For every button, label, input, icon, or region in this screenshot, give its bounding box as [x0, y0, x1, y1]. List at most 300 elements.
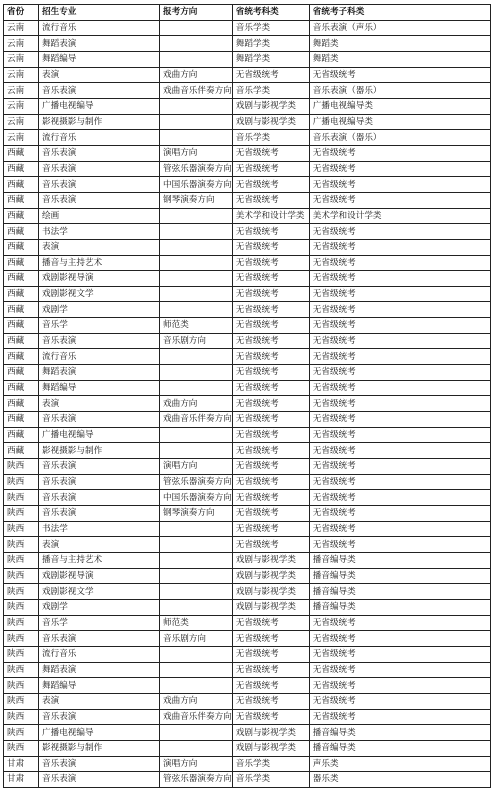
province-cell: 西藏	[4, 443, 39, 459]
direction-cell: 钢琴演奏方向	[160, 506, 233, 522]
major-cell: 表演	[39, 396, 160, 412]
province-cell: 陕西	[4, 474, 39, 490]
table-row	[4, 145, 491, 161]
header-row	[4, 5, 491, 21]
direction-cell: 演唱方向	[160, 145, 233, 161]
table-row	[4, 740, 491, 756]
direction-cell: 管弦乐器演奏方向	[160, 772, 233, 788]
exam-subcategory-cell: 播音编导类	[309, 568, 490, 584]
exam-subcategory-cell: 无省级统考	[309, 255, 490, 271]
table-row	[4, 646, 491, 662]
major-cell: 舞蹈编导	[39, 380, 160, 396]
major-cell: 音乐表演	[39, 177, 160, 193]
exam-subcategory-cell: 声乐类	[309, 756, 490, 772]
exam-category-cell: 无省级统考	[232, 443, 309, 459]
province-cell: 西藏	[4, 396, 39, 412]
major-cell: 音乐表演	[39, 459, 160, 475]
exam-category-cell: 无省级统考	[232, 177, 309, 193]
direction-cell	[160, 114, 233, 130]
exam-category-cell: 无省级统考	[232, 678, 309, 694]
direction-cell	[160, 208, 233, 224]
major-cell: 音乐表演	[39, 145, 160, 161]
direction-cell: 演唱方向	[160, 756, 233, 772]
major-cell: 广播电视编导	[39, 98, 160, 114]
direction-cell	[160, 725, 233, 741]
exam-subcategory-cell: 美术学和设计学类	[309, 208, 490, 224]
direction-cell	[160, 443, 233, 459]
exam-category-cell: 无省级统考	[232, 239, 309, 255]
province-cell: 陕西	[4, 552, 39, 568]
exam-category-cell: 音乐学类	[232, 130, 309, 146]
table-row	[4, 552, 491, 568]
exam-subcategory-cell: 舞蹈类	[309, 36, 490, 52]
province-cell: 甘肃	[4, 756, 39, 772]
direction-cell	[160, 599, 233, 615]
exam-subcategory-cell: 舞蹈类	[309, 51, 490, 67]
table-row	[4, 318, 491, 334]
direction-cell: 戏曲方向	[160, 693, 233, 709]
exam-subcategory-cell: 无省级统考	[309, 333, 490, 349]
province-cell: 陕西	[4, 537, 39, 553]
major-cell: 音乐表演	[39, 772, 160, 788]
table-row	[4, 506, 491, 522]
exam-category-cell: 音乐学类	[232, 20, 309, 36]
major-cell: 戏剧影视文学	[39, 286, 160, 302]
province-cell: 西藏	[4, 271, 39, 287]
major-cell: 流行音乐	[39, 20, 160, 36]
table-row	[4, 349, 491, 365]
major-cell: 音乐表演	[39, 490, 160, 506]
exam-category-cell: 无省级统考	[232, 224, 309, 240]
major-cell: 戏剧影视导演	[39, 271, 160, 287]
table-row	[4, 568, 491, 584]
direction-cell	[160, 302, 233, 318]
table-row	[4, 83, 491, 99]
province-cell: 西藏	[4, 208, 39, 224]
table-row	[4, 584, 491, 600]
direction-cell: 演唱方向	[160, 459, 233, 475]
exam-subcategory-cell: 无省级统考	[309, 709, 490, 725]
exam-category-cell: 无省级统考	[232, 490, 309, 506]
exam-category-cell: 无省级统考	[232, 396, 309, 412]
table-row	[4, 756, 491, 772]
major-cell: 广播电视编导	[39, 725, 160, 741]
province-cell: 云南	[4, 51, 39, 67]
table-row	[4, 380, 491, 396]
province-cell: 云南	[4, 20, 39, 36]
table-row	[4, 396, 491, 412]
province-cell: 陕西	[4, 631, 39, 647]
major-cell: 舞蹈编导	[39, 51, 160, 67]
enrollment-table	[3, 4, 491, 788]
exam-subcategory-cell: 无省级统考	[309, 474, 490, 490]
major-cell: 戏剧影视导演	[39, 568, 160, 584]
exam-category-cell: 无省级统考	[232, 412, 309, 428]
table-body	[4, 20, 491, 787]
table-row	[4, 161, 491, 177]
exam-subcategory-cell: 无省级统考	[309, 615, 490, 631]
province-cell: 陕西	[4, 740, 39, 756]
exam-category-cell: 戏剧与影视学类	[232, 584, 309, 600]
table-row	[4, 239, 491, 255]
exam-subcategory-cell: 播音编导类	[309, 740, 490, 756]
exam-subcategory-cell: 无省级统考	[309, 537, 490, 553]
exam-subcategory-cell: 无省级统考	[309, 365, 490, 381]
major-cell: 表演	[39, 693, 160, 709]
exam-subcategory-cell: 无省级统考	[309, 443, 490, 459]
table-row	[4, 271, 491, 287]
exam-subcategory-cell: 无省级统考	[309, 271, 490, 287]
province-cell: 云南	[4, 98, 39, 114]
exam-category-cell: 无省级统考	[232, 67, 309, 83]
major-cell: 音乐表演	[39, 192, 160, 208]
table-row	[4, 51, 491, 67]
exam-category-cell: 无省级统考	[232, 474, 309, 490]
direction-cell: 戏曲音乐伴奏方向	[160, 709, 233, 725]
major-cell: 影视摄影与制作	[39, 443, 160, 459]
major-cell: 表演	[39, 537, 160, 553]
major-cell: 书法学	[39, 224, 160, 240]
table-row	[4, 302, 491, 318]
province-cell: 陕西	[4, 459, 39, 475]
major-cell: 影视摄影与制作	[39, 114, 160, 130]
major-cell: 舞蹈表演	[39, 36, 160, 52]
exam-category-cell: 戏剧与影视学类	[232, 740, 309, 756]
direction-cell: 师范类	[160, 615, 233, 631]
table-row	[4, 709, 491, 725]
exam-category-cell: 无省级统考	[232, 459, 309, 475]
province-cell: 陕西	[4, 709, 39, 725]
major-cell: 音乐表演	[39, 709, 160, 725]
exam-category-cell: 无省级统考	[232, 646, 309, 662]
exam-category-cell: 无省级统考	[232, 302, 309, 318]
table-row	[4, 412, 491, 428]
major-cell: 书法学	[39, 521, 160, 537]
exam-category-cell: 戏剧与影视学类	[232, 552, 309, 568]
province-cell: 西藏	[4, 145, 39, 161]
exam-category-cell: 戏剧与影视学类	[232, 599, 309, 615]
exam-category-cell: 戏剧与影视学类	[232, 98, 309, 114]
exam-category-cell: 无省级统考	[232, 145, 309, 161]
exam-subcategory-cell: 无省级统考	[309, 349, 490, 365]
table-row	[4, 20, 491, 36]
major-cell: 音乐表演	[39, 333, 160, 349]
table-row	[4, 177, 491, 193]
exam-subcategory-cell: 音乐表演（器乐）	[309, 83, 490, 99]
province-cell: 西藏	[4, 380, 39, 396]
direction-cell	[160, 20, 233, 36]
province-cell: 西藏	[4, 239, 39, 255]
exam-category-cell: 无省级统考	[232, 318, 309, 334]
exam-subcategory-cell: 音乐表演（声乐）	[309, 20, 490, 36]
direction-cell: 音乐剧方向	[160, 631, 233, 647]
direction-cell	[160, 662, 233, 678]
major-cell: 舞蹈表演	[39, 662, 160, 678]
exam-subcategory-cell: 无省级统考	[309, 161, 490, 177]
direction-cell	[160, 521, 233, 537]
table-row	[4, 443, 491, 459]
header-direction: 报考方向	[160, 5, 233, 21]
exam-category-cell: 无省级统考	[232, 380, 309, 396]
exam-subcategory-cell: 广播电视编导类	[309, 98, 490, 114]
major-cell: 音乐表演	[39, 161, 160, 177]
exam-category-cell: 无省级统考	[232, 271, 309, 287]
exam-category-cell: 舞蹈学类	[232, 51, 309, 67]
exam-category-cell: 无省级统考	[232, 192, 309, 208]
direction-cell	[160, 427, 233, 443]
direction-cell	[160, 584, 233, 600]
exam-subcategory-cell: 无省级统考	[309, 318, 490, 334]
header-province: 省份	[4, 5, 39, 21]
major-cell: 音乐学	[39, 615, 160, 631]
province-cell: 西藏	[4, 302, 39, 318]
table-row	[4, 427, 491, 443]
exam-subcategory-cell: 无省级统考	[309, 286, 490, 302]
major-cell: 绘画	[39, 208, 160, 224]
province-cell: 西藏	[4, 412, 39, 428]
direction-cell	[160, 568, 233, 584]
province-cell: 云南	[4, 36, 39, 52]
major-cell: 戏剧学	[39, 599, 160, 615]
exam-subcategory-cell: 无省级统考	[309, 427, 490, 443]
exam-subcategory-cell: 无省级统考	[309, 506, 490, 522]
exam-subcategory-cell: 无省级统考	[309, 678, 490, 694]
exam-category-cell: 无省级统考	[232, 615, 309, 631]
table-row	[4, 537, 491, 553]
table-row	[4, 662, 491, 678]
table-row	[4, 615, 491, 631]
exam-subcategory-cell: 无省级统考	[309, 662, 490, 678]
direction-cell	[160, 224, 233, 240]
exam-category-cell: 音乐学类	[232, 772, 309, 788]
major-cell: 广播电视编导	[39, 427, 160, 443]
exam-category-cell: 美术学和设计学类	[232, 208, 309, 224]
exam-subcategory-cell: 器乐类	[309, 772, 490, 788]
exam-category-cell: 无省级统考	[232, 365, 309, 381]
major-cell: 音乐表演	[39, 83, 160, 99]
province-cell: 云南	[4, 130, 39, 146]
major-cell: 影视摄影与制作	[39, 740, 160, 756]
exam-subcategory-cell: 无省级统考	[309, 224, 490, 240]
exam-category-cell: 戏剧与影视学类	[232, 568, 309, 584]
table-row	[4, 490, 491, 506]
exam-subcategory-cell: 无省级统考	[309, 177, 490, 193]
exam-subcategory-cell: 无省级统考	[309, 490, 490, 506]
exam-category-cell: 无省级统考	[232, 631, 309, 647]
major-cell: 流行音乐	[39, 646, 160, 662]
province-cell: 陕西	[4, 584, 39, 600]
province-cell: 陕西	[4, 568, 39, 584]
exam-subcategory-cell: 无省级统考	[309, 412, 490, 428]
exam-subcategory-cell: 无省级统考	[309, 396, 490, 412]
province-cell: 陕西	[4, 662, 39, 678]
major-cell: 音乐表演	[39, 631, 160, 647]
direction-cell: 管弦乐器演奏方向	[160, 474, 233, 490]
table-row	[4, 36, 491, 52]
exam-category-cell: 戏剧与影视学类	[232, 114, 309, 130]
exam-subcategory-cell: 播音编导类	[309, 599, 490, 615]
table-row	[4, 224, 491, 240]
exam-category-cell: 音乐学类	[232, 756, 309, 772]
exam-subcategory-cell: 播音编导类	[309, 584, 490, 600]
table-row	[4, 67, 491, 83]
province-cell: 云南	[4, 83, 39, 99]
exam-subcategory-cell: 无省级统考	[309, 646, 490, 662]
major-cell: 舞蹈表演	[39, 365, 160, 381]
direction-cell	[160, 552, 233, 568]
province-cell: 陕西	[4, 678, 39, 694]
province-cell: 陕西	[4, 693, 39, 709]
exam-category-cell: 音乐学类	[232, 83, 309, 99]
direction-cell: 师范类	[160, 318, 233, 334]
major-cell: 音乐表演	[39, 506, 160, 522]
major-cell: 音乐表演	[39, 474, 160, 490]
header-exam-category: 省统考科类	[232, 5, 309, 21]
direction-cell: 戏曲音乐伴奏方向	[160, 412, 233, 428]
table-row	[4, 725, 491, 741]
direction-cell	[160, 646, 233, 662]
exam-category-cell: 舞蹈学类	[232, 36, 309, 52]
province-cell: 陕西	[4, 490, 39, 506]
exam-subcategory-cell: 播音编导类	[309, 552, 490, 568]
exam-category-cell: 无省级统考	[232, 693, 309, 709]
exam-category-cell: 无省级统考	[232, 161, 309, 177]
direction-cell: 管弦乐器演奏方向	[160, 161, 233, 177]
exam-category-cell: 无省级统考	[232, 427, 309, 443]
direction-cell	[160, 380, 233, 396]
major-cell: 戏剧学	[39, 302, 160, 318]
table-row	[4, 365, 491, 381]
major-cell: 音乐表演	[39, 412, 160, 428]
table-row	[4, 286, 491, 302]
major-cell: 流行音乐	[39, 349, 160, 365]
province-cell: 陕西	[4, 506, 39, 522]
province-cell: 云南	[4, 114, 39, 130]
direction-cell	[160, 349, 233, 365]
province-cell: 西藏	[4, 365, 39, 381]
exam-subcategory-cell: 无省级统考	[309, 239, 490, 255]
province-cell: 陕西	[4, 599, 39, 615]
exam-subcategory-cell: 无省级统考	[309, 380, 490, 396]
table-row	[4, 631, 491, 647]
table-row	[4, 255, 491, 271]
direction-cell	[160, 271, 233, 287]
major-cell: 音乐学	[39, 318, 160, 334]
province-cell: 西藏	[4, 255, 39, 271]
direction-cell	[160, 286, 233, 302]
exam-category-cell: 无省级统考	[232, 506, 309, 522]
exam-category-cell: 无省级统考	[232, 521, 309, 537]
exam-subcategory-cell: 无省级统考	[309, 521, 490, 537]
province-cell: 西藏	[4, 349, 39, 365]
table-row	[4, 98, 491, 114]
exam-subcategory-cell: 广播电视编导类	[309, 114, 490, 130]
table-row	[4, 474, 491, 490]
major-cell: 流行音乐	[39, 130, 160, 146]
exam-subcategory-cell: 播音编导类	[309, 725, 490, 741]
table-row	[4, 333, 491, 349]
exam-subcategory-cell: 无省级统考	[309, 631, 490, 647]
direction-cell	[160, 255, 233, 271]
exam-subcategory-cell: 无省级统考	[309, 192, 490, 208]
header-major: 招生专业	[39, 5, 160, 21]
major-cell: 播音与主持艺术	[39, 552, 160, 568]
direction-cell	[160, 98, 233, 114]
province-cell: 陕西	[4, 615, 39, 631]
table-row	[4, 208, 491, 224]
direction-cell	[160, 130, 233, 146]
direction-cell: 中国乐器演奏方向	[160, 490, 233, 506]
direction-cell: 戏曲方向	[160, 396, 233, 412]
province-cell: 陕西	[4, 646, 39, 662]
major-cell: 舞蹈编导	[39, 678, 160, 694]
direction-cell: 音乐剧方向	[160, 333, 233, 349]
exam-category-cell: 无省级统考	[232, 333, 309, 349]
direction-cell	[160, 365, 233, 381]
exam-category-cell: 无省级统考	[232, 709, 309, 725]
direction-cell: 钢琴演奏方向	[160, 192, 233, 208]
table-row	[4, 114, 491, 130]
table-row	[4, 599, 491, 615]
direction-cell	[160, 537, 233, 553]
exam-subcategory-cell: 无省级统考	[309, 693, 490, 709]
province-cell: 西藏	[4, 286, 39, 302]
major-cell: 表演	[39, 239, 160, 255]
direction-cell: 中国乐器演奏方向	[160, 177, 233, 193]
exam-subcategory-cell: 无省级统考	[309, 459, 490, 475]
major-cell: 播音与主持艺术	[39, 255, 160, 271]
province-cell: 陕西	[4, 521, 39, 537]
province-cell: 西藏	[4, 192, 39, 208]
table-row	[4, 678, 491, 694]
table-row	[4, 772, 491, 788]
province-cell: 云南	[4, 67, 39, 83]
exam-category-cell: 无省级统考	[232, 255, 309, 271]
direction-cell: 戏曲音乐伴奏方向	[160, 83, 233, 99]
exam-subcategory-cell: 音乐表演（器乐）	[309, 130, 490, 146]
exam-category-cell: 无省级统考	[232, 286, 309, 302]
exam-category-cell: 无省级统考	[232, 349, 309, 365]
direction-cell	[160, 36, 233, 52]
province-cell: 西藏	[4, 177, 39, 193]
header-exam-subcategory: 省统考子科类	[309, 5, 490, 21]
exam-subcategory-cell: 无省级统考	[309, 145, 490, 161]
table-row	[4, 192, 491, 208]
province-cell: 陕西	[4, 725, 39, 741]
direction-cell	[160, 51, 233, 67]
province-cell: 西藏	[4, 318, 39, 334]
exam-subcategory-cell: 无省级统考	[309, 67, 490, 83]
direction-cell: 戏曲方向	[160, 67, 233, 83]
direction-cell	[160, 678, 233, 694]
table-row	[4, 693, 491, 709]
exam-subcategory-cell: 无省级统考	[309, 302, 490, 318]
table-row	[4, 130, 491, 146]
exam-category-cell: 无省级统考	[232, 537, 309, 553]
exam-category-cell: 戏剧与影视学类	[232, 725, 309, 741]
table-row	[4, 459, 491, 475]
province-cell: 甘肃	[4, 772, 39, 788]
province-cell: 西藏	[4, 427, 39, 443]
province-cell: 西藏	[4, 161, 39, 177]
exam-category-cell: 无省级统考	[232, 662, 309, 678]
major-cell: 戏剧影视文学	[39, 584, 160, 600]
major-cell: 表演	[39, 67, 160, 83]
direction-cell	[160, 740, 233, 756]
province-cell: 西藏	[4, 224, 39, 240]
table-row	[4, 521, 491, 537]
direction-cell	[160, 239, 233, 255]
